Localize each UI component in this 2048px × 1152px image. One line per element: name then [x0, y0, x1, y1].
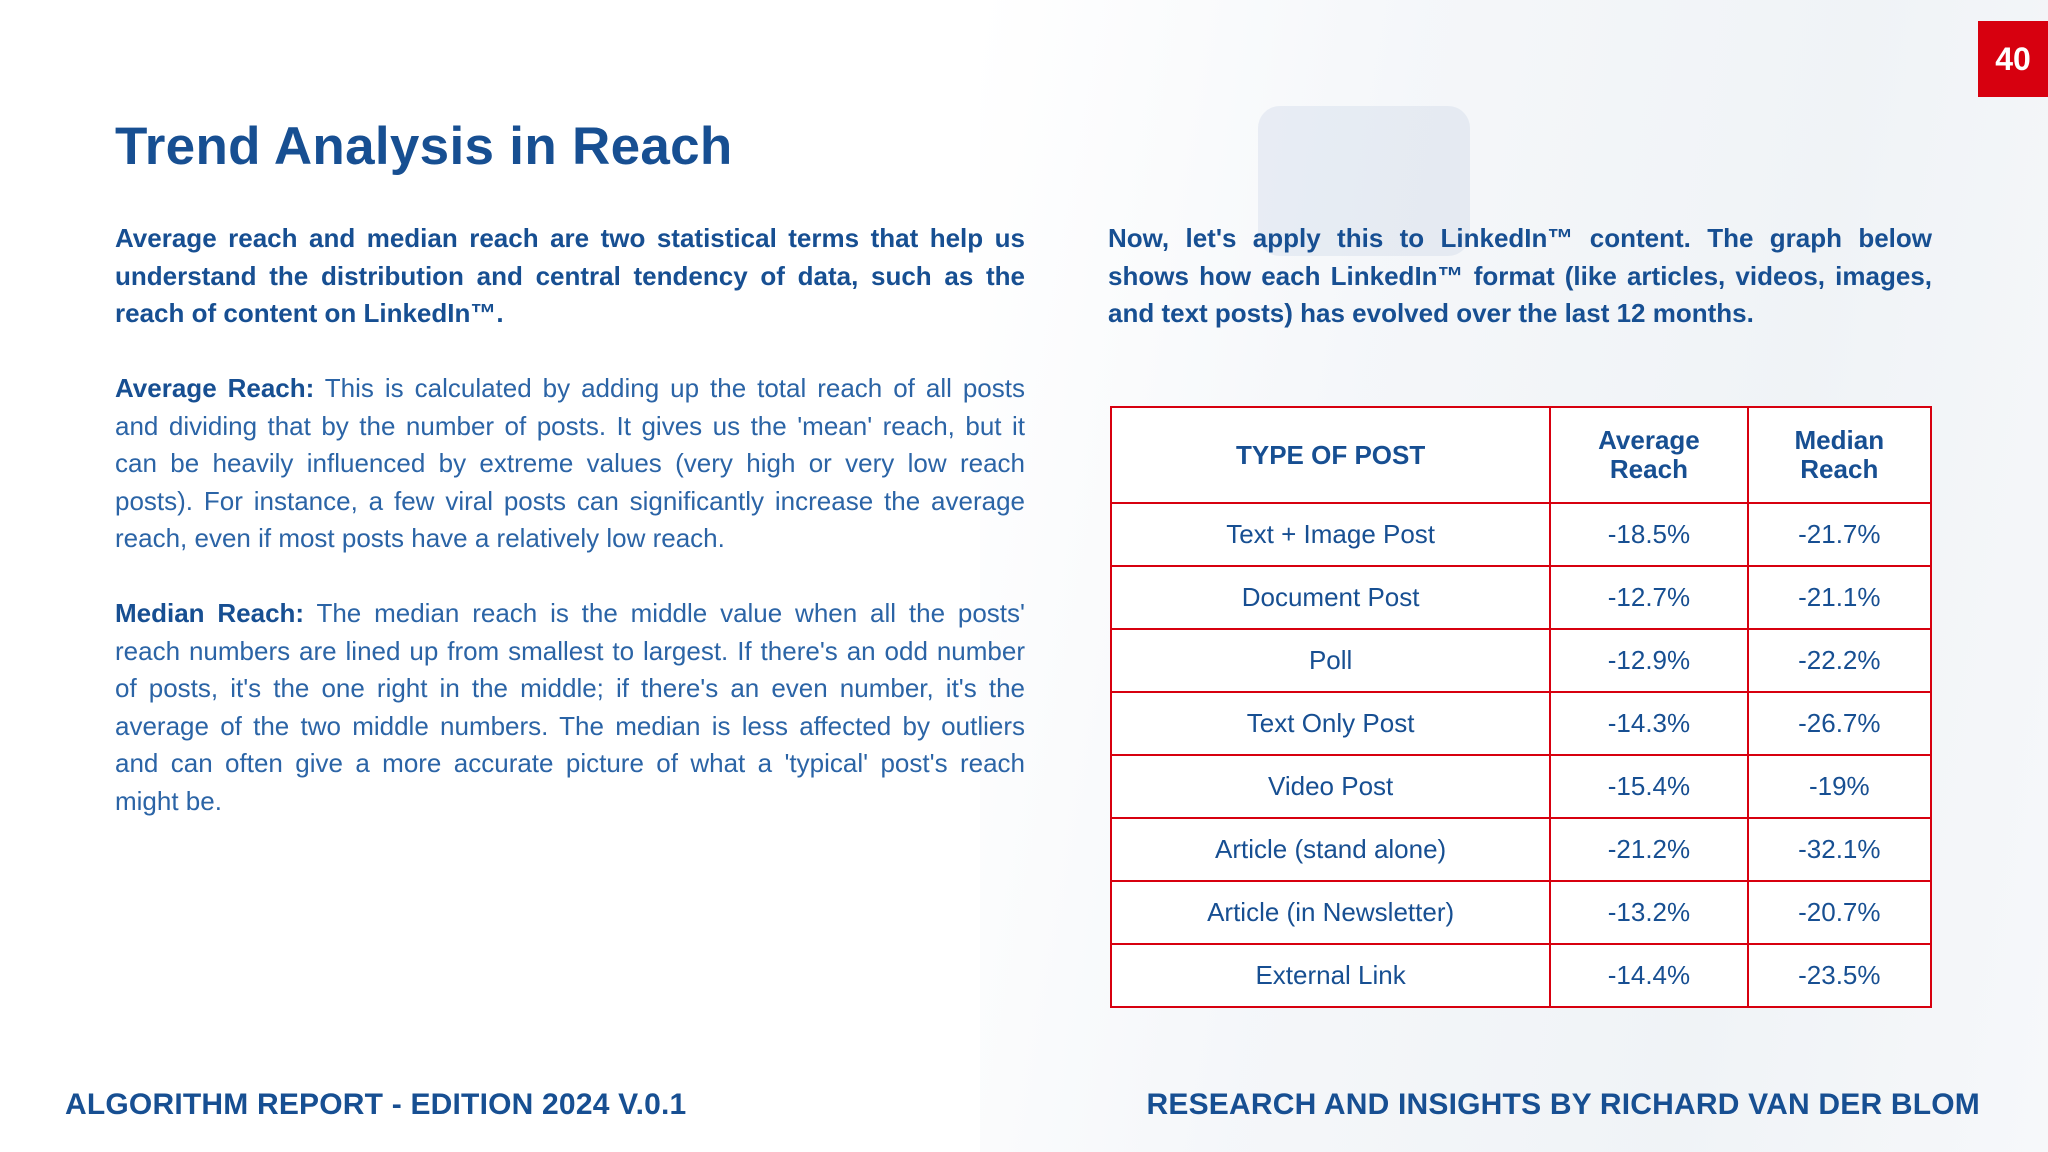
header-median-reach-label: Median Reach — [1794, 425, 1885, 484]
cell-median-reach: -20.7% — [1748, 881, 1931, 944]
cell-average-reach: -21.2% — [1550, 818, 1747, 881]
median-reach-text: The median reach is the middle value when all the posts' reach numbers are lined up from smallest to largest. If there's an odd number of posts, it's the one right in the middle; if there's an even number, it's the average of the two middle numbers. The median is less affected by outliers and can often give a more accurate picture of what a 'typical' post's reach might be. — [115, 598, 1025, 816]
average-reach-paragraph — [115, 370, 1025, 558]
table-header-row — [1111, 407, 1931, 503]
cell-median-reach: -23.5% — [1748, 944, 1931, 1007]
cell-median-reach: -19% — [1748, 755, 1931, 818]
footer-author-credit: RESEARCH AND INSIGHTS BY RICHARD VAN DER BLOM — [1146, 1088, 1980, 1121]
header-type-of-post: TYPE OF POST — [1111, 407, 1550, 503]
intro-paragraph: Average reach and median reach are two statistical terms that help us understand the distribution and central tendency of data, such as the reach of content on LinkedIn™. — [115, 223, 1025, 328]
median-reach-paragraph — [115, 595, 1025, 820]
cell-median-reach: -21.7% — [1748, 503, 1931, 566]
table-row — [1111, 566, 1931, 629]
cell-average-reach: -15.4% — [1550, 755, 1747, 818]
median-reach-term: Median Reach: — [115, 598, 305, 628]
table-row — [1111, 755, 1931, 818]
cell-post-type: Article (in Newsletter) — [1111, 881, 1550, 944]
cell-median-reach: -21.1% — [1748, 566, 1931, 629]
cell-average-reach: -14.4% — [1550, 944, 1747, 1007]
cell-average-reach: -12.7% — [1550, 566, 1747, 629]
average-reach-term: Average Reach: — [115, 373, 315, 403]
table-row — [1111, 881, 1931, 944]
cell-post-type: Text Only Post — [1111, 692, 1550, 755]
footer-report-edition: ALGORITHM REPORT - EDITION 2024 V.0.1 — [65, 1088, 687, 1121]
header-average-reach-label: Average Reach — [1598, 425, 1700, 484]
page-title: Trend Analysis in Reach — [115, 117, 733, 176]
table-intro-paragraph: Now, let's apply this to LinkedIn™ content. The graph below shows how each LinkedIn™ format (like articles, videos, images, and text posts) has evolved over the last 12 months. — [1108, 223, 1932, 328]
cell-post-type: Article (stand alone) — [1111, 818, 1550, 881]
cell-average-reach: -14.3% — [1550, 692, 1747, 755]
cell-average-reach: -18.5% — [1550, 503, 1747, 566]
cell-post-type: Text + Image Post — [1111, 503, 1550, 566]
average-reach-text: This is calculated by adding up the total reach of all posts and dividing that by the number of posts. It gives us the 'mean' reach, but it can be heavily influenced by extreme values (very high or very low reach posts). For instance, a few viral posts can significantly increase the average reach, even if most posts have a relatively low reach. — [115, 373, 1025, 553]
cell-median-reach: -26.7% — [1748, 692, 1931, 755]
cell-median-reach: -22.2% — [1748, 629, 1931, 692]
table-row — [1111, 692, 1931, 755]
reach-trend-table — [1110, 406, 1932, 1008]
cell-post-type: Document Post — [1111, 566, 1550, 629]
cell-post-type: Poll — [1111, 629, 1550, 692]
cell-average-reach: -13.2% — [1550, 881, 1747, 944]
cell-median-reach: -32.1% — [1748, 818, 1931, 881]
cell-post-type: Video Post — [1111, 755, 1550, 818]
cell-post-type: External Link — [1111, 944, 1550, 1007]
table-row — [1111, 944, 1931, 1007]
table-row — [1111, 503, 1931, 566]
left-column — [115, 220, 1025, 858]
table-row — [1111, 629, 1931, 692]
table-row — [1111, 818, 1931, 881]
header-average-reach — [1550, 407, 1747, 503]
header-median-reach — [1748, 407, 1931, 503]
cell-average-reach: -12.9% — [1550, 629, 1747, 692]
page-number-badge: 40 — [1978, 21, 2048, 97]
